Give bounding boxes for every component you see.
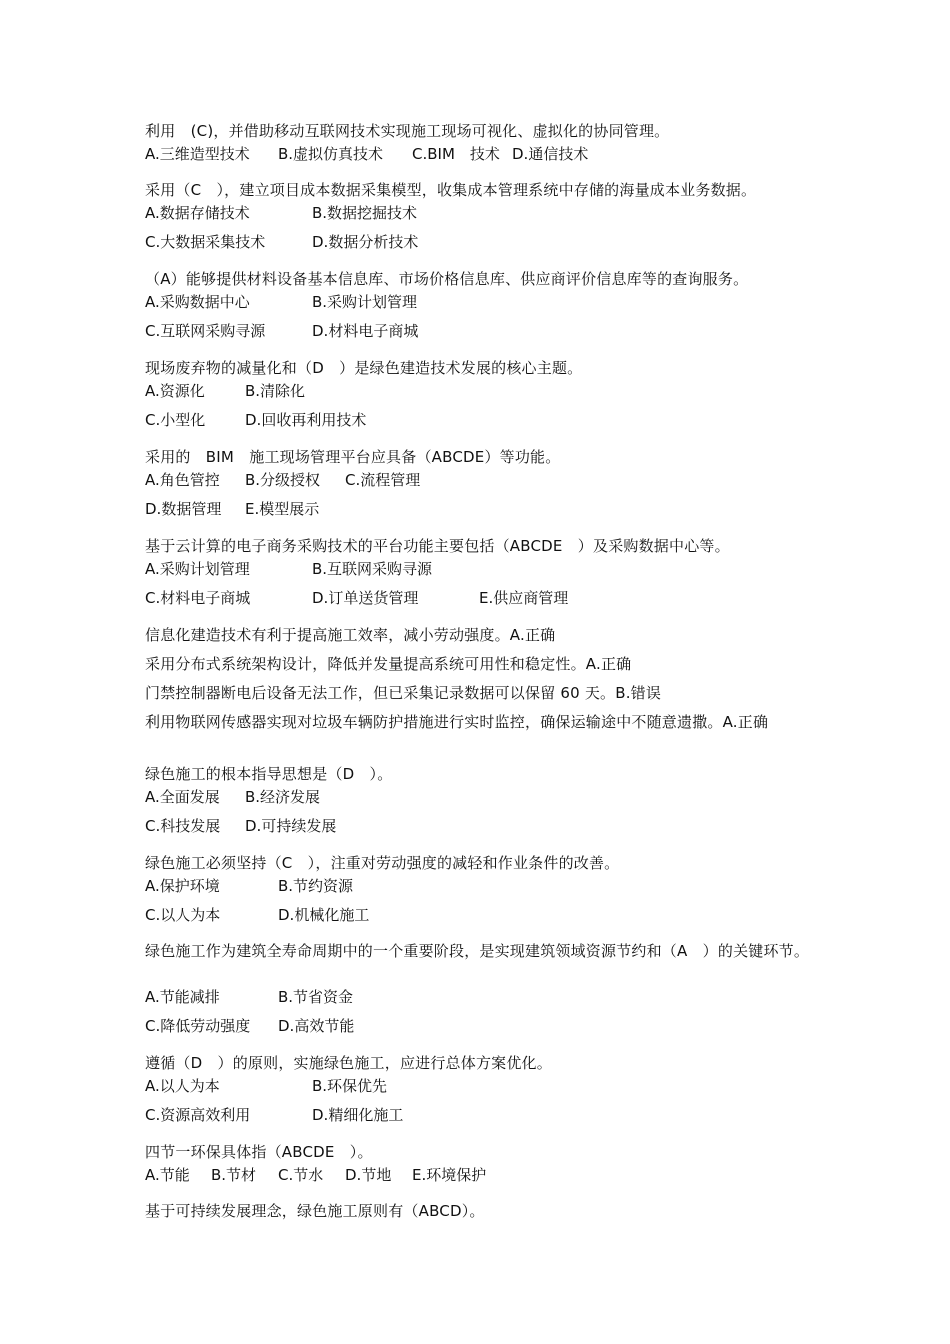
option: B.节省资金 [278,988,354,1006]
option-row [145,906,845,924]
option-row [145,1106,845,1124]
option-row [145,233,845,251]
option: D.回收再利用技术 [245,411,367,429]
option: E.环境保护 [412,1166,487,1184]
option: A.节能减排 [145,988,220,1006]
question-stem: 绿色施工的根本指导思想是（D ）。 [145,765,393,783]
option: C.BIM 技术 [412,145,500,163]
question-stem: （A）能够提供材料设备基本信息库、市场价格信息库、供应商评价信息库等的查询服务。 [145,270,749,288]
option: C.材料电子商城 [145,589,251,607]
option-row [145,788,845,806]
option: D.精细化施工 [312,1106,404,1124]
option-row [145,817,845,835]
option-row [145,145,845,163]
option-row [145,589,845,607]
option: A.保护环境 [145,877,220,895]
option: B.节材 [211,1166,257,1184]
question-stem: 利用物联网传感器实现对垃圾车辆防护措施进行实时监控，确保运输途中不随意遗撒。A.正确 [145,713,769,731]
option: B.虚拟仿真技术 [278,145,384,163]
question-stem: 门禁控制器断电后设备无法工作，但已采集记录数据可以保留 60 天。B.错误 [145,684,662,702]
option-row [145,293,845,311]
option: B.分级授权 [245,471,321,489]
question-stem: 采用分布式系统架构设计，降低并发量提高系统可用性和稳定性。A.正确 [145,655,632,673]
option: C.小型化 [145,411,206,429]
option: A.三维造型技术 [145,145,250,163]
option: B.互联网采购寻源 [312,560,433,578]
option: A.数据存储技术 [145,204,250,222]
option: D.材料电子商城 [312,322,419,340]
option: A.采购数据中心 [145,293,250,311]
option: B.节约资源 [278,877,354,895]
option-row [145,560,845,578]
option: C.科技发展 [145,817,221,835]
option: A.资源化 [145,382,205,400]
option: B.清除化 [245,382,306,400]
option-row [145,411,845,429]
option-row [145,988,845,1006]
option: D.通信技术 [512,145,589,163]
option: B.经济发展 [245,788,321,806]
option: A.全面发展 [145,788,220,806]
option: A.采购计划管理 [145,560,250,578]
option: C.流程管理 [345,471,421,489]
option: C.以人为本 [145,906,221,924]
option: C.互联网采购寻源 [145,322,266,340]
option: D.节地 [345,1166,392,1184]
option-row [145,382,845,400]
option: C.大数据采集技术 [145,233,266,251]
option: C.资源高效利用 [145,1106,251,1124]
option-row [145,471,845,489]
option: C.节水 [278,1166,324,1184]
question-stem: 绿色施工必须坚持（C ），注重对劳动强度的减轻和作业条件的改善。 [145,854,620,872]
question-stem: 现场废弃物的减量化和（D ）是绿色建造技术发展的核心主题。 [145,359,583,377]
option-row [145,1017,845,1035]
option: A.角色管控 [145,471,220,489]
question-stem: 绿色施工作为建筑全寿命周期中的一个重要阶段，是实现建筑领域资源节约和（A ）的关键环节。 [145,942,810,960]
question-stem: 四节一环保具体指（ABCDE ）。 [145,1143,373,1161]
option: D.机械化施工 [278,906,370,924]
question-stem: 信息化建造技术有利于提高施工效率，减小劳动强度。A.正确 [145,626,556,644]
option: D.数据分析技术 [312,233,419,251]
question-stem: 采用（C ），建立项目成本数据采集模型，收集成本管理系统中存储的海量成本业务数据。 [145,181,757,199]
option: E.模型展示 [245,500,320,518]
option: D.可持续发展 [245,817,337,835]
question-stem: 采用的 BIM 施工现场管理平台应具备（ABCDE）等功能。 [145,448,561,466]
option: D.高效节能 [278,1017,355,1035]
option: B.环保优先 [312,1077,388,1095]
option: E.供应商管理 [479,589,569,607]
option: A.节能 [145,1166,190,1184]
option-row [145,204,845,222]
option: C.降低劳动强度 [145,1017,251,1035]
question-stem: 基于可持续发展理念，绿色施工原则有（ABCD）。 [145,1202,485,1220]
option: A.以人为本 [145,1077,220,1095]
option: D.订单送货管理 [312,589,419,607]
option-row [145,877,845,895]
option: B.采购计划管理 [312,293,418,311]
question-stem: 遵循（D ）的原则，实施绿色施工，应进行总体方案优化。 [145,1054,552,1072]
option: D.数据管理 [145,500,222,518]
option-row [145,500,845,518]
option-row [145,1077,845,1095]
option-row [145,1166,845,1184]
question-stem: 基于云计算的电子商务采购技术的平台功能主要包括（ABCDE ）及采购数据中心等。 [145,537,730,555]
question-stem: 利用 (C)，并借助移动互联网技术实现施工现场可视化、虚拟化的协同管理。 [145,122,670,140]
option: B.数据挖掘技术 [312,204,418,222]
option-row [145,322,845,340]
